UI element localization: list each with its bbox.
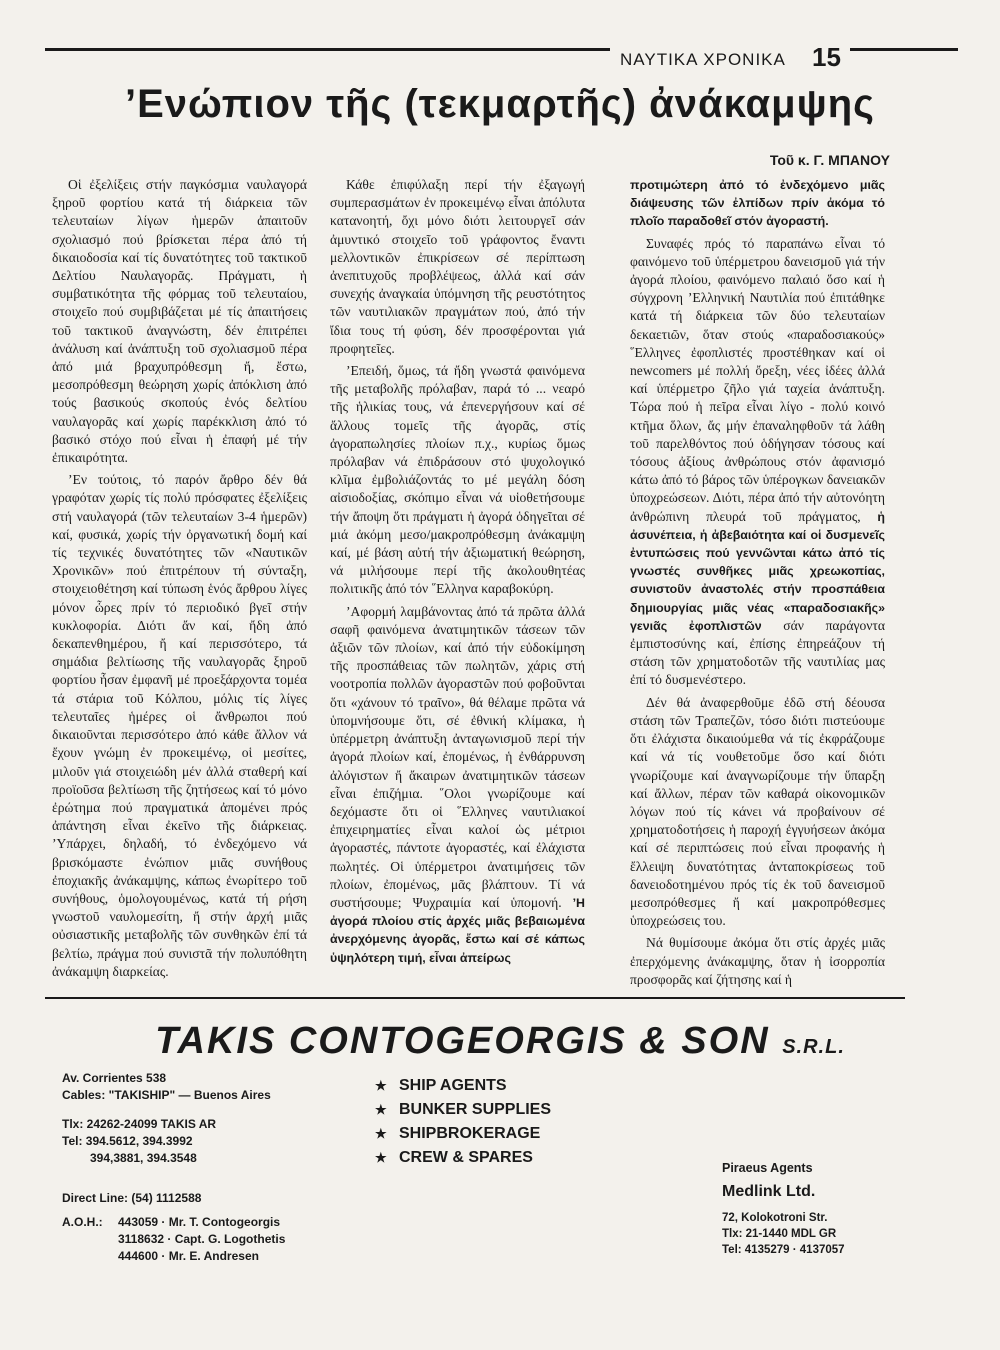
direct-line: Direct Line: (54) 1112588: [62, 1191, 202, 1205]
paragraph: Νά θυμίσουμε ἀκόμα ὅτι στίς ἀρχές μιᾶς ἐπερχόμενης ἀνάκαμψης, ὅταν ἡ ἰσορροπία προσφορᾶς καί ζήτησης καί ἡ: [630, 935, 885, 987]
cables-line: Cables: "TAKISHIP" — Buenos Aires: [62, 1088, 271, 1102]
ad-phone-block: [62, 1116, 216, 1167]
aoh-contact: 3118632 · Capt. G. Logothetis: [118, 1232, 286, 1246]
paragraph: ’Επειδή, ὅμως, τά ἤδη γνωστά φαινόμενα τῆς μεταβολῆς πρόλαβαν, παρά τό ... νεαρό τῆς ἡλικίας τους, νά ἐπενεργήσουν καί σέ ἄλλους τομεῖς τῆς ἀγορᾶς, στίς ἀγοραπωλησίες πλοίων π.χ., κυρίως ὅμως πρόλαβαν νά ἐπιδράσουν στό ψυχολογικό κλῖμα ἐμβολιάζοντάς το μέ μεγάλη δόση αἰσιοδοξίας, σκόπιμο εἶναι νά υἱοθετήσουμε τήν ἄποψη ὅτι πράγματι ἡ ἀγορά ὁδηγεῖται σέ μιά ἀκόμη μεσο/μακροπρόθεσμη ἀνάκαμψη καί, μέ βάση αὐτή τήν ἀξιωματική θεώρηση, νά μιλήσουμε περί τῆς ἀκολουθητέας πολιτικῆς ἀπό τόν ῞Ελληνα καραβοκύρη.: [330, 363, 585, 597]
paragraph: Δέν θά ἀναφερθοῦμε ἐδῶ στή δέουσα στάση τῶν Τραπεζῶν, τόσο διότι πιστεύουμε ὅτι ἐλάχιστα δικαιούμεθα νά τίς ἐκφράζουμε καί νά τίς νουθετοῦμε ὅσο καί διότι γνωρίζουμε καί ἀναγνωρίζουμε τήν ὕπαρξη καί ἄλλων, πέραν τῶν καθαρά οἰκονομικῶν λόγων πού τίς κάνει νά προβαίνουν σέ χρηματοδοτήσεις ἡ παροχή ἐγγυήσεων ἀκόμα καί σέ περιπτώσεις πού εἶναι προφανής ἡ ἔλλειψη δυνατότητας ἀνταποκρίσεως τοῦ δανειοδοτημένου πρός τίς ἐκ τοῦ δανεισμοῦ μεσοπρόθεσμες ἤ καί μακροπρόθεσμες ὑποχρεώσεις του.: [630, 694, 885, 929]
aoh-contact: 444600 · Mr. E. Andresen: [118, 1249, 259, 1263]
paragraph-text: Συναφές πρός τό παραπάνω εἶναι τό φαινόμενο τοῦ ὑπέρμετρου δανεισμοῦ γιά τήν ἀγορά πλοίου, φαινόμενο παλαιό ὅσο καί ἡ σύγχρονη ’Ελληνική Ναυτιλία πού ἐπιτάθηκε κατά τή διάρκεια τῶν δύο τελευταίων δεκαετιῶν, ὅταν στούς «παραδοσιακούς» ῞Ελληνες ἐφοπλιστές προστέθηκαν καί οἱ newcomers μέ πολλή ὄρεξη, νέες ἰδέες ἀλλά καί ὑπέρμετρο ζῆλο γιά ταχεία ἀνάπτυξη. Τώρα πού ἡ πεῖρα εἶναι λίγο - πολύ κοινό κτῆμα ὅλων, ἄς μήν ἐπαναληφθοῦν τά λάθη τοῦ παρελθόντος πού ὁδήγησαν τόσους καί τόσους ἀξίους ἀνθρώπους στόν ἀφανισμό κάτω ἀπό τό βάρος τῶν ὑπέρογκων δανειακῶν ὑποχρεώσεων. Διότι, πέρα ἀπό τήν αὐτονόητη ἀνθρώπινη πλευρά τοῦ πράγματος,: [630, 235, 885, 524]
agents-label: Piraeus Agents: [722, 1161, 813, 1175]
paragraph: [630, 176, 885, 231]
ad-address-block: [62, 1070, 271, 1104]
article-title: ’Ενώπιον τῆς (τεκμαρτῆς) ἀνάκαμψης: [125, 82, 875, 126]
paragraph: Οἱ ἐξελίξεις στήν παγκόσμια ναυλαγορά ξηροῦ φορτίου κατά τή διάρκεια τῶν τελευταίων λίγων ἡμερῶν ἀπαιτοῦν σχολιασμό πού βρίσκεται πέρα ἀπό τή δικαιοδοσία καί τίς δυνατότητες τοῦ τακτικοῦ Δελτίου Ναυλαγορᾶς. Πράγματι, ἡ συμβατικότητα τῆς φόρμας τοῦ τελευταίου, στοιχεῖο πού συμβιβάζεται μέ τίς ἀπαιτήσεις τοῦ τακτικοῦ ἀναγνώστη, δέν ἐπιτρέπει ἀνάλυση καί ἀνάπτυξη τοῦ σχολιασμοῦ πέρα ἀπό μιά βραχυπρόθεσμη ἤ, ἔστω, μεσοπρόθεσμη θεώρηση χωρίς ἀπόκλιση ἀπό τούς βασικούς σκοπούς ἑνός δελτίου ναυλαγορᾶς καί χωρίς παρέκκλιση ἀπό τό βασικό στόχο πού εἶναι ἡ ἐπαφή μέ τήν ἐπικαιρότητα.: [52, 177, 307, 466]
aoh-label: A.O.H.:: [62, 1215, 103, 1229]
publication-name: ΝΑΥΤΙΚΑ ΧΡΟΝΙΚΑ: [620, 50, 786, 69]
telex-line: Tlx: 24262-24099 TAKIS AR: [62, 1117, 217, 1131]
emphasis-text: προτιμώτερη ἀπό τό ἐνδεχόμενο μιᾶς διάψευσης τῶν ἐλπίδων πρίν ἀκόμα τό πλοῖο παραδοθεῖ στόν ἀγοραστή.: [630, 178, 885, 229]
paragraph: [330, 603, 585, 967]
star-icon: ★: [375, 1102, 387, 1117]
telephone-line: Tel: 394.5612, 394.3992: [62, 1134, 193, 1148]
agents-address: 72, Kolokotroni Str.: [722, 1212, 828, 1224]
byline: Τοῦ κ. Γ. ΜΠΑΝΟΥ: [769, 152, 890, 168]
service-label: SHIP AGENTS: [399, 1077, 507, 1094]
emphasis-text: ’Η ἀγορά πλοίου στίς ἀρχές μιᾶς βεβαιωμένα ἀνερχόμενης ἀγορᾶς, ἔστω καί σέ κάπως ὑψηλότερη τιμή, εἶναι ἀπείρως: [330, 895, 585, 965]
aoh-contact: 443059 · Mr. T. Contogeorgis: [118, 1215, 281, 1229]
paragraph: ’Εν τούτοις, τό παρόν ἄρθρο δέν θά γραφόταν χωρίς τίς πολύ πρόσφατες ἐξελίξεις στή ναυλαγορά (τῶν τελευταίων 3-4 ἡμερῶν) καί, φυσικά, χωρίς τήν ὀργανωτική δομή καί τίς τεχνικές δυνατότητες τῶν «Ναυτικῶν Χρονικῶν» πού ἐπιτρέπουν τή σύνταξη, στοιχειοθέτηση καί τύπωση ἑνός ἄρθρου λίγες μόνον ὧρες πρίν τό περιοδικό βγεῖ στήν κυκλοφορία. Διότι ἄν καί, ἤδη ἀπό δεκαπενθημέρου, ἤ καί περισσότερο, τά σημάδια βελτίωσης τῆς ναυλαγορᾶς ξηροῦ φορτίου ἦσαν ἐμφανῆ μέ προεξάρχοντα τομέα τά στάρια τοῦ Κόλπου, μόλις τίς λίγες τελευταῖες ἡμέρες οἱ ἄνθρωποι πού δικαιοῦνται περισσότερο ἀπό κάθε ἄλλον νά ἔχουν γνώμη ἐν προκειμένῳ, οἱ μεσίτες, μιλοῦν γιά στοιχειώδη μέν ἀλλά σταθερή καί προϊοῦσα βελτίωση τῆς ζητήσεως καί τό μόνο ἐρώτημα πού πραγματικά ἀπομένει πρός ἀπάντηση εἶναι ἐκεῖνο τῆς διάρκειας. ’Υπάρχει, δηλαδή, τό ἐνδεχόμενο νά βρισκόμαστε ἐνώπιον μιᾶς συνήθους ἐποχιακῆς ἀνάκαμψης, κάπως ἐνωρίτερο τοῦ συνήθους, ὁμολογουμένως, κατά τή ρήση γνωστοῦ ναυλομεσίτη, ἤ στήν ἀρχή μιᾶς οὐσιαστικῆς μεταβολῆς τῶν συνθηκῶν ἐπί τά βελτίω, πράγμα πού συνιστᾶ τήν πολυπόθητη ἀνάκαμψη διαρκείας.: [52, 472, 307, 979]
agents-telephone: Tel: 4135279 · 4137057: [722, 1244, 845, 1256]
company-name-text: TAKIS CONTOGEORGIS & SON: [155, 1020, 770, 1062]
service-item: [375, 1146, 551, 1170]
company-suffix: S.R.L.: [782, 1036, 845, 1058]
service-item: [375, 1098, 551, 1122]
agents-name: Medlink Ltd.: [722, 1183, 816, 1200]
article-column-1: [52, 176, 307, 985]
star-icon: ★: [375, 1150, 387, 1165]
header-rule-right: [850, 48, 958, 51]
paragraph: [630, 235, 885, 690]
paragraph-text: σάν παράγοντα ἐμπιστοσύνης καί, ἐπίσης ἐπηρεάζουν τή στάση τῶν χρηματοδοτῶν τῆς ναυτιλίας μας ἐπί τό δυσμενέστερο.: [630, 617, 885, 688]
header-rule-left: [45, 48, 610, 51]
star-icon: ★: [375, 1078, 387, 1093]
service-label: SHIPBROKERAGE: [399, 1125, 541, 1142]
telephone-line: 394,3881, 394.3548: [90, 1151, 197, 1165]
page-number: 15: [812, 42, 841, 72]
star-icon: ★: [375, 1126, 387, 1141]
aoh-contacts: [118, 1214, 285, 1265]
piraeus-agents-block: [722, 1158, 845, 1258]
ad-company-name: [0, 1020, 1000, 1063]
ad-separator-rule: [45, 997, 905, 999]
service-label: CREW & SPARES: [399, 1149, 533, 1166]
emphasis-text: ἡ ἀσυνέπεια, ἡ ἀβεβαιότητα καί οἱ δυσμενεῖς ἐντυπώσεις πού γεννῶνται κάτω ἀπό τίς γνωστές συνθῆκες μιᾶς χρεωκοπίας, συνιστοῦν ἀναστολές στήν προσπάθεια δημιουργίας μιᾶς νέας «παραδοσιακῆς» γενιᾶς ἐφοπλιστῶν: [630, 509, 885, 633]
agents-telex: Tlx: 21-1440 MDL GR: [722, 1228, 837, 1240]
article-column-3: [630, 176, 885, 993]
article-column-2: [330, 176, 585, 971]
service-label: BUNKER SUPPLIES: [399, 1101, 552, 1118]
paragraph: Κάθε ἐπιφύλαξη περί τήν ἐξαγωγή συμπερασμάτων ἐν προκειμένῳ εἶναι ἀπόλυτα κατανοητή, ὄχι μόνο διότι λειτουργεῖ σάν ἀμυντικό στοιχεῖο τοῦ γράφοντος ἔναντι μελλοντικῶν ἐπικρίσεων σέ περίπτωση ἀνεπιτυχοῦς προβλέψεως, ἀλλά καί σάν συνεχής ἀναγκαία ὑπόμνηση τῆς ρευστότητος τῶν ναυτιλιακῶν πραγμάτων πού, ἀπό τήν ἴδια τους τή φύση, δέν προσφέρονται γιά προφητεῖες.: [330, 177, 585, 356]
service-item: [375, 1122, 551, 1146]
service-item: [375, 1074, 551, 1098]
paragraph-text: ’Αφορμή λαμβάνοντας ἀπό τά πρῶτα ἀλλά σαφῆ φαινόμενα ἀνατιμητικῶν τάσεων τῶν ἀξιῶν τῶν πλοίων, καί ἀπό τήν εὐδοκίμηση τῆς προσπάθειας τῶν πωλητῶν, χάρις στή νοοτροπία πολλῶν ἀγοραστῶν πού φοβοῦνται ὅτι «χάνουν τό τραῖνο», θά θέλαμε πρῶτα νά ὑπομνήσουμε ὅτι, σέ ἐθνική κλίμακα, ἡ ὑπέρμετρη ἀνάπτυξη ἀνταγωνισμοῦ περί τήν ἀγορά πλοίων καί, ἐπομένως, ἡ ἐνθάρρυνση ἀλόγιστων ἤ ἄκαιρων ἀνατιμητικῶν τάσεων εἶναι ἐπιζήμια. ῞Ολοι γνωρίζουμε καί δεχόμαστε ὅτι οἱ ῞Ελληνες ναυτιλιακοί ἐπιχειρηματίες εἶναι καλοί ὡς μέτριοι ἀγοραστές, πάντοτε ἀγοραστές, καί ἐλάχιστα πωλητές. Οἱ ὑπέρμετροι ἀνατιμήσεις τῶν πλοίων, ἐπομένως, μᾶς βλάπτουν. Τί νά συστήσουμε; Ψυχραιμία καί ὑπομονή.: [330, 603, 585, 910]
address-line: Av. Corrientes 538: [62, 1071, 167, 1085]
services-list: [375, 1074, 551, 1170]
